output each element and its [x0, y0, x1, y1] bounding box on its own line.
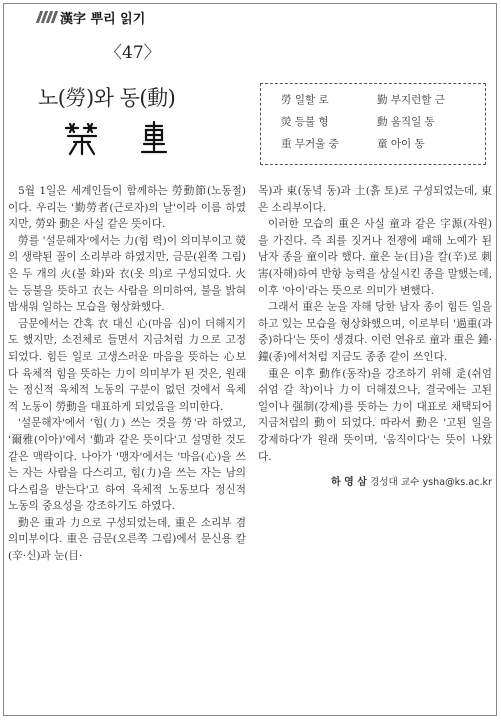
article-headline: 노(勞)와 동(動) — [38, 86, 176, 110]
article-paragraph: '설문해자'에서 '힘(力) 쓰는 것을 勞'라 하였고, '爾雅(이아)'에서 '勤과 같은 뜻이다'고 설명한 것도 같은 맥락이다. 나아가 '맹자'에서는 '마음(心)을 쓰는 자는 사람을 다스리고, 힘(力)을 쓰는 자는 남의 다스림을 받는다'고 하여 육체적 노동보다 정신적 노동의 중요성을 강조하기도 하였다. — [8, 417, 246, 513]
bronze-glyph-lao-icon — [62, 120, 102, 156]
rubric-stripes-icon — [38, 11, 56, 23]
article-paragraph: 勞를 '설문해자'에서는 力(힘 력)이 의미부이고 熒의 생략된 꼴이 소리부라 하였지만, 금문(왼쪽 그림)은 두 개의 火(불 화)와 衣(옷 의)로 구성되었다. 火는 등불을 뜻하고 衣는 사람을 의미하여, 불을 밝혀 밤새워 일하는 모습을 형상화했다. — [8, 234, 246, 314]
gloss-entry: 童 아이 동 — [377, 138, 425, 150]
character-gloss-box — [260, 83, 486, 165]
author-byline — [258, 475, 492, 492]
article-paragraph: 금문에서는 간혹 衣 대신 心(마음 심)이 더해지기도 했지만, 소전체로 들면서 지금처럼 力으로 고정되었다. 힘든 일로 고생스러운 마음을 뜻하는 心보다 육체적 힘을 뜻하는 力이 의미부가 된 것은, 원래는 정신적 육체적 노동의 구분이 없던 것에서 육체적 노동이 勞動을 대표하게 되었음을 의미한다. — [8, 317, 246, 413]
gloss-entry: 勤 부지런할 근 — [377, 94, 445, 106]
gloss-entry: 勞 일할 로 — [281, 94, 329, 106]
gloss-entry: 動 움직일 동 — [377, 116, 435, 128]
article-paragraph: 목)과 東(동녘 동)과 土(흙 토)로 구성되었는데, 東은 소리부이다. — [258, 185, 492, 214]
issue-number: 〈47〉 — [105, 43, 161, 63]
article-right-column — [258, 183, 492, 492]
author-affiliation: 경성대 교수 ysha@ks.ac.kr — [370, 477, 492, 489]
rubric-title: 漢字 뿌리 읽기 — [60, 11, 146, 27]
article-paragraph: 그래서 重은 눈을 자해 당한 남자 종이 힘든 일을 하고 있는 모습을 형상화했으며, 이로부터 '過重(과중)하다'는 뜻이 생겼다. 이런 연유로 童과 重은 鍾·鐘(종)에서처럼 지금도 종종 같이 쓰인다. — [258, 301, 492, 363]
author-name: 하 영 삼 — [331, 477, 367, 489]
bronze-glyph-zhong-icon — [134, 120, 174, 156]
article-left-column — [8, 183, 246, 565]
gloss-entry: 熒 등불 형 — [281, 116, 329, 128]
article-paragraph: 動은 重과 力으로 구성되었는데, 重은 소리부 겸 의미부이다. 重은 금문(오른쪽 그림)에서 문신용 칼(辛·신)과 눈(目· — [8, 516, 246, 563]
article-paragraph: 5월 1일은 세계인들이 함께하는 勞動節(노동절)이다. 우리는 '勤勞者(근로자)의 날'이라 이름 하였지만, 勞와 動은 사실 같은 뜻이다. — [8, 185, 246, 231]
gloss-entry: 重 무거울 중 — [281, 138, 339, 150]
article-paragraph: 이러한 모습의 重은 사실 童과 같은 字源(자원)을 가진다. 즉 죄를 짓거나 전쟁에 패해 노예가 된 남자 종을 童이라 했다. 童은 눈(目)을 칼(辛)로 刺害(자해)하여 반항 능력을 상실시킨 종을 말했는데, 이후 '아이'라는 뜻으로 의미가 변했다. — [258, 218, 492, 297]
column-rubric — [38, 8, 145, 26]
article-paragraph: 重은 이후 動作(동작)을 강조하기 위해 辵(쉬엄쉬엄 갈 착)이나 力이 더해졌으나, 결국에는 고된 일이나 强制(강제)를 뜻하는 力이 대표로 채택되어 지금처럼의 動이 되었다. 따라서 動은 '고된 일을 강제하다'가 원래 뜻이며, '움직이다'는 뜻이 나왔다. — [258, 367, 492, 463]
